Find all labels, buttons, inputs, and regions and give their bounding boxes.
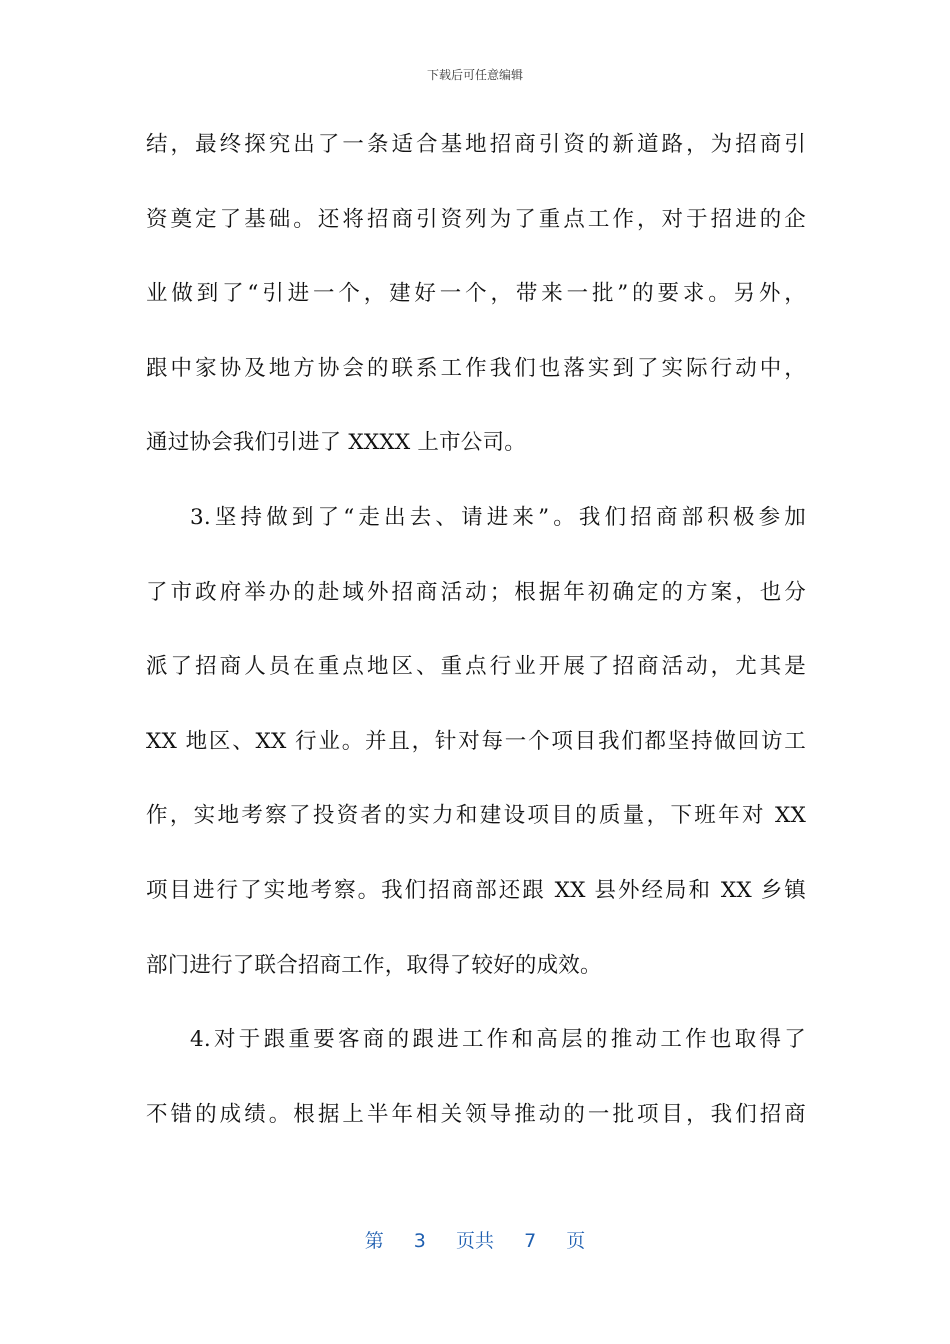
text-line: 项目进行了实地考察。我们招商部还跟 XX 县外经局和 XX 乡镇 (146, 877, 806, 903)
document-body (146, 117, 806, 1161)
text-line: 了市政府举办的赴域外招商活动；根据年初确定的方案，也分 (146, 579, 806, 605)
text-line: 结，最终探究出了一条适合基地招商引资的新道路，为招商引 (146, 132, 806, 157)
text-line: 业做到了“引进一个，建好一个，带来一批”的要求。另外， (146, 281, 806, 307)
text-line: 作，实地考察了投资者的实力和建设项目的质量，下班年对 XX (146, 803, 806, 829)
text-line: 跟中家协及地方协会的联系工作我们也落实到了实际行动中， (146, 355, 806, 381)
page-header: 下载后可任意编辑 (426, 68, 523, 82)
footer-prefix: 第 (364, 1230, 384, 1252)
total-pages-number: 7 (524, 1230, 537, 1252)
text-line: 不错的成绩。根据上半年相关领导推动的一批项目，我们招商 (146, 1101, 806, 1127)
text-line: 3.坚持做到了“走出去、请进来”。我们招商部积极参加 (190, 504, 806, 530)
text-line: 4.对于跟重要客商的跟进工作和高层的推动工作也取得了 (190, 1027, 806, 1053)
footer-suffix: 页 (566, 1230, 586, 1252)
current-page-number: 3 (413, 1230, 426, 1252)
text-line: 部门进行了联合招商工作，取得了较好的成效。 (146, 952, 602, 978)
page-footer (0, 1226, 950, 1253)
text-line: XX 地区、XX 行业。并且，针对每一个项目我们都坚持做回访工 (146, 728, 806, 754)
footer-middle: 页共 (455, 1230, 494, 1252)
text-line: 资奠定了基础。还将招商引资列为了重点工作，对于招进的企 (146, 206, 806, 232)
text-line: 通过协会我们引进了 XXXX 上市公司。 (146, 430, 526, 456)
text-line: 派了招商人员在重点地区、重点行业开展了招商活动，尤其是 (146, 654, 806, 680)
